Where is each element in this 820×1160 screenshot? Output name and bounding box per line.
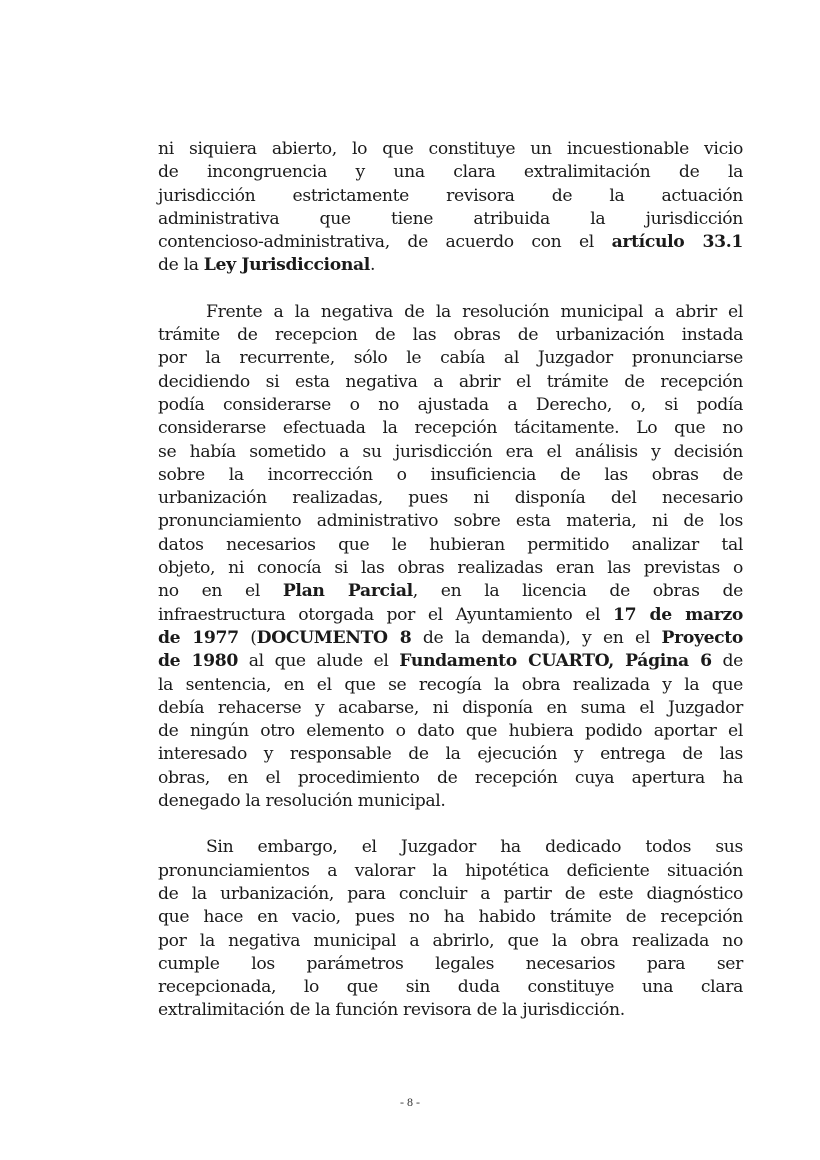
text-run: denegado la resolución municipal. bbox=[158, 791, 446, 812]
text-line bbox=[158, 930, 743, 953]
text-line bbox=[158, 790, 743, 813]
text-run: considerarse efectuada la recepción tácitamente. Lo que no bbox=[158, 418, 743, 439]
paragraph bbox=[158, 836, 743, 1022]
text-line bbox=[158, 510, 743, 533]
text-run: ni siquiera abierto, lo que constituye un incuestionable vicio bbox=[158, 139, 743, 159]
text-line bbox=[158, 604, 743, 627]
text-line bbox=[158, 441, 743, 464]
text-run: administrativa que tiene atribuida la jurisdicción bbox=[158, 208, 743, 229]
text-run: interesado y responsable de la ejecución y entrega de las bbox=[158, 744, 743, 765]
text-line bbox=[158, 557, 743, 580]
text-run: de incongruencia y una clara extralimitación de la bbox=[158, 162, 743, 183]
text-line bbox=[158, 231, 743, 254]
text-line bbox=[158, 999, 743, 1022]
text-line bbox=[158, 534, 743, 557]
bold-reference: Ley Jurisdiccional bbox=[203, 255, 370, 276]
text-run: pronunciamiento administrativo sobre esta materia, ni de los bbox=[158, 511, 743, 532]
text-run: de ningún otro elemento o dato que hubiera podido aportar el bbox=[158, 721, 743, 742]
text-run: pronunciamientos a valorar la hipotética deficiente situación bbox=[158, 860, 743, 881]
text-line bbox=[158, 627, 743, 650]
bold-reference: artículo 33.1 bbox=[611, 232, 743, 253]
text-line bbox=[158, 487, 743, 510]
text-run: se había sometido a su jurisdicción era el análisis y decisión bbox=[158, 441, 743, 462]
text-line bbox=[158, 347, 743, 370]
text-line bbox=[158, 720, 743, 743]
text-run: sobre la incorrección o insuficiencia de las obras de bbox=[158, 464, 743, 485]
text-run: al que alude el bbox=[237, 651, 400, 672]
text-run: por la negativa municipal a abrirlo, que la obra realizada no bbox=[158, 930, 743, 951]
text-line bbox=[158, 464, 743, 487]
text-run: obras, en el procedimiento de recepción cuya apertura ha bbox=[158, 767, 743, 788]
text-line bbox=[158, 650, 743, 673]
text-line bbox=[158, 976, 743, 999]
text-run: debía rehacerse y acabarse, ni disponía en suma el Juzgador bbox=[158, 697, 743, 718]
text-run: , en la licencia de obras de bbox=[412, 581, 743, 602]
text-run: no en el bbox=[158, 581, 283, 602]
text-line bbox=[158, 208, 743, 231]
text-run: datos necesarios que le hubieran permitido analizar tal bbox=[158, 534, 743, 555]
text-run: de la bbox=[158, 255, 204, 276]
text-line bbox=[158, 580, 743, 603]
text-line bbox=[158, 417, 743, 440]
text-line bbox=[158, 394, 743, 417]
text-run: objeto, ni conocía si las obras realizadas eran las previstas o bbox=[158, 558, 743, 579]
bold-reference: de 1980 bbox=[158, 651, 238, 672]
text-run: Sin embargo, el Juzgador ha dedicado todos sus bbox=[206, 837, 743, 858]
text-run: jurisdicción estrictamente revisora de la actuación bbox=[158, 185, 743, 206]
bold-reference: DOCUMENTO 8 bbox=[256, 627, 412, 648]
text-run: de la urbanización, para concluir a partir de este diagnóstico bbox=[158, 883, 743, 904]
text-run: decidiendo si esta negativa a abrir el trámite de recepción bbox=[158, 371, 743, 392]
text-run: urbanización realizadas, pues ni disponía del necesario bbox=[158, 488, 743, 509]
text-line bbox=[158, 767, 743, 790]
text-line bbox=[158, 161, 743, 184]
bold-reference: 17 de marzo bbox=[613, 604, 743, 625]
text-line bbox=[158, 883, 743, 906]
text-run: de la demanda), y en el bbox=[411, 627, 662, 648]
text-line bbox=[158, 324, 743, 347]
text-line bbox=[158, 674, 743, 697]
text-line bbox=[158, 301, 743, 324]
text-run: ( bbox=[238, 627, 257, 648]
text-line bbox=[158, 860, 743, 883]
page-number: - 8 - bbox=[400, 1095, 420, 1109]
text-run: Frente a la negativa de la resolución municipal a abrir el bbox=[206, 301, 743, 322]
text-run: cumple los parámetros legales necesarios para ser bbox=[158, 953, 743, 974]
text-run: trámite de recepcion de las obras de urbanización instada bbox=[158, 325, 743, 346]
text-line bbox=[158, 906, 743, 929]
text-run: por la recurrente, sólo le cabía al Juzgador pronunciarse bbox=[158, 348, 743, 369]
text-run: . bbox=[369, 255, 376, 276]
bold-reference: Fundamento CUARTO, Página 6 bbox=[399, 651, 712, 672]
text-line bbox=[158, 371, 743, 394]
text-line bbox=[158, 743, 743, 766]
text-line bbox=[158, 953, 743, 976]
text-line bbox=[158, 254, 743, 277]
text-run: la sentencia, en el que se recogía la obra realizada y la que bbox=[158, 674, 743, 695]
text-run: extralimitación de la función revisora de la jurisdicción. bbox=[158, 1000, 625, 1021]
bold-reference: Plan Parcial bbox=[282, 581, 413, 602]
text-run: que hace en vacio, pues no ha habido trámite de recepción bbox=[158, 907, 743, 928]
paragraph bbox=[158, 301, 743, 814]
text-run: de bbox=[711, 651, 743, 672]
text-line bbox=[158, 185, 743, 208]
bold-reference: de 1977 bbox=[158, 627, 239, 648]
text-run: contencioso-administrativa, de acuerdo con el bbox=[158, 232, 612, 253]
text-line bbox=[158, 138, 743, 161]
text-line bbox=[158, 836, 743, 859]
bold-reference: Proyecto bbox=[661, 627, 743, 648]
text-run: infraestructura otorgada por el Ayuntamiento el bbox=[158, 604, 614, 625]
text-run: podía considerarse o no ajustada a Derecho, o, si podía bbox=[158, 394, 743, 415]
text-run: recepcionada, lo que sin duda constituye una clara bbox=[158, 977, 743, 998]
body-text bbox=[158, 138, 743, 1023]
text-line bbox=[158, 697, 743, 720]
paragraph bbox=[158, 138, 743, 278]
